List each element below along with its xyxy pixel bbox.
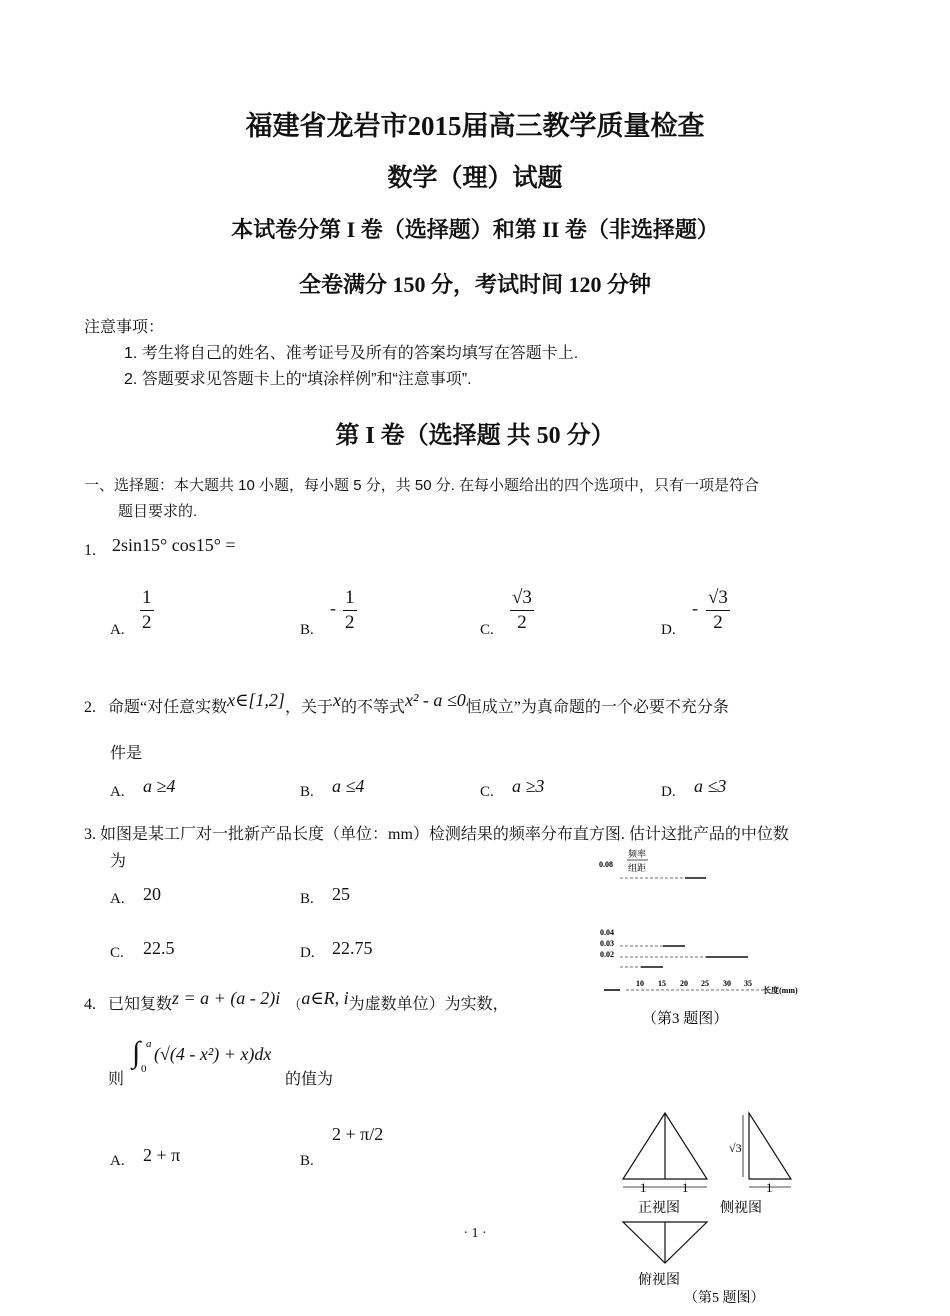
notice-label: 注意事项： [84, 319, 165, 336]
q3-option-b-letter: B. [300, 891, 314, 907]
q3-option-a-letter: A. [110, 891, 125, 907]
q2-option-d-value: a ≤3 [694, 776, 727, 796]
q1-option-c-fraction: $\frac{√3}{2}$ [512, 587, 532, 633]
q4-option-a-value: 2 + π [143, 1145, 181, 1165]
q2-option-d-letter: D. [661, 784, 676, 800]
q1-option-b-fraction: $\frac{1}{2}$ [345, 587, 355, 633]
q3-histogram-figure [590, 840, 830, 1035]
q1-option-b-sign: - [330, 598, 336, 618]
exam-subject: 数学（理）试题 [387, 165, 563, 192]
q3-stem-line1: 3. 如图是某工厂对一批新产品长度（单位：mm）检测结果的频率分布直方图. 估计这批产品的中位数 [84, 826, 789, 843]
page-number: · 1 · [463, 1226, 487, 1241]
histogram-ytick-003: 0.03 [600, 939, 614, 948]
side-view-height-label: √3 [729, 1141, 742, 1155]
histogram-ytick-008: 0.08 [599, 860, 613, 869]
notice-item-1: 1. 考生将自己的姓名、准考证号及所有的答案均填写在答题卡上. [124, 345, 579, 362]
q3-stem-line2: 为 [110, 853, 127, 870]
q3-option-c-value: 22.5 [143, 938, 175, 958]
histogram-xtick-30: 30 [723, 979, 731, 988]
q3-option-c-letter: C. [110, 945, 124, 961]
histogram-xtick-20: 20 [680, 979, 688, 988]
histogram-caption: （第3 题图） [642, 1011, 729, 1027]
q2-option-c-value: a ≥3 [512, 776, 545, 796]
q2-stem-line2: 件是 [110, 745, 143, 762]
front-view-label: 正视图 [638, 1201, 680, 1216]
q4-then: 则 [108, 1071, 125, 1088]
notice-item-2: 2. 答题要求见答题卡上的“填涂样例”和“注意事项”. [124, 371, 472, 388]
q4-option-a-letter: A. [110, 1153, 125, 1169]
q4-option-b-value: 2 + π/2 [332, 1124, 384, 1144]
histogram-xtick-15: 15 [658, 979, 666, 988]
histogram-ytick-002: 0.02 [600, 950, 614, 959]
front-view-dim-label-right: 1 [682, 1180, 689, 1195]
part1-instruction-line2: 题目要求的. [118, 503, 198, 520]
q1-option-d-fraction: $\frac{√3}{2}$ [708, 587, 728, 633]
front-view-dim-label-left: 1 [640, 1180, 647, 1195]
q4-stem: 4. 已知复数z = a + (a - 2)i （a∈R, i为虚数单位）为实数， [84, 988, 509, 1013]
exam-title: 福建省龙岩市2015届高三教学质量检查 [245, 111, 705, 141]
side-view-triangle [749, 1113, 791, 1179]
histogram-xtick-25: 25 [701, 979, 709, 988]
q4-integral-lower: 0 [141, 1063, 147, 1075]
exam-structure: 本试卷分第 I 卷（选择题）和第 II 卷（非选择题） [231, 217, 719, 242]
q4-integral-sign: ∫ [132, 1036, 141, 1069]
q4-integral-upper: a [146, 1038, 152, 1050]
side-view-width-label: 1 [766, 1180, 773, 1195]
q4-integrand: (√(4 - x²) + x)dx [154, 1044, 272, 1064]
part1-instruction-line1: 一、选择题：本大题共 10 小题，每小题 5 分，共 50 分. 在每小题给出的四个选项中，只有一项是符合 [84, 477, 760, 494]
q3-option-b-value: 25 [332, 884, 350, 904]
q3-option-d-letter: D. [300, 945, 315, 961]
q3-option-d-value: 22.75 [332, 938, 373, 958]
q1-option-d-letter: D. [661, 622, 676, 638]
q4-value-of: 的值为 [285, 1071, 334, 1088]
q5-figure-caption: （第5 题图） [684, 1291, 765, 1306]
q1-number: 1. [84, 542, 96, 559]
q5-three-view-figure [610, 1105, 820, 1310]
q1-option-a-letter: A. [110, 622, 125, 638]
histogram-xlabel: 长度(mm) [763, 986, 798, 995]
histogram-ylabel-top: 频率 [628, 849, 647, 859]
histogram-xtick-35: 35 [744, 979, 752, 988]
q3-option-a-value: 20 [143, 884, 161, 904]
q1-expression: 2sin15° cos15° = [112, 535, 236, 555]
q2-option-a-letter: A. [110, 784, 125, 800]
q2-option-b-value: a ≤4 [332, 776, 365, 796]
top-view-label: 俯视图 [638, 1273, 680, 1288]
side-view-label: 侧视图 [720, 1201, 762, 1216]
histogram-xtick-10: 10 [636, 979, 644, 988]
q1-option-a-fraction: $\frac{1}{2}$ [142, 587, 152, 633]
q1-option-d-sign: - [692, 598, 698, 618]
histogram-ylabel-bottom: 组距 [628, 863, 647, 873]
q2-option-a-value: a ≥4 [143, 776, 176, 796]
q1-option-b-letter: B. [300, 622, 314, 638]
part1-title: 第 I 卷（选择题 共 50 分） [335, 423, 615, 449]
q4-option-b-letter: B. [300, 1153, 314, 1169]
histogram-ytick-004: 0.04 [600, 928, 614, 937]
exam-score-time: 全卷满分 150 分，考试时间 120 分钟 [298, 272, 651, 297]
q1-option-c-letter: C. [480, 622, 494, 638]
q2-option-b-letter: B. [300, 784, 314, 800]
q2-option-c-letter: C. [480, 784, 494, 800]
q2-stem: 2. 命题“对任意实数x∈[1,2]，关于x的不等式x² - a ≤0恒成立”为真命题的一个必要不充分条 [84, 690, 729, 716]
